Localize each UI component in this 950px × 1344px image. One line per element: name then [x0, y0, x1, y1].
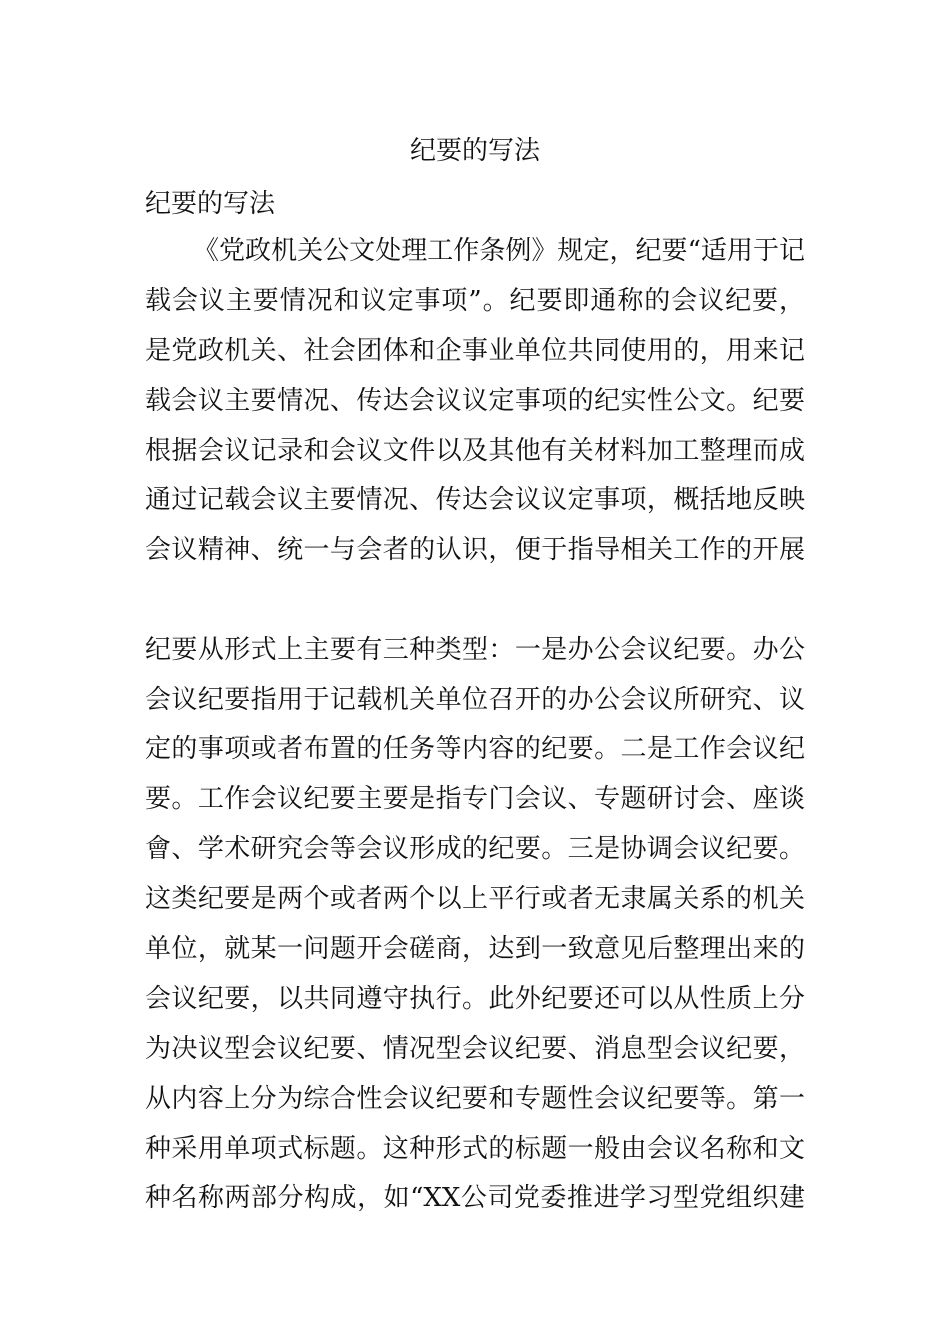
paragraph-1-line-1: 《党政机关公文处理工作条例》规定，纪要“适用于记	[193, 236, 805, 266]
paragraph-2-line-2: 会议纪要指用于记载机关单位召开的办公会议所研究、议	[145, 685, 805, 715]
paragraph-2-line-9: 为决议型会议纪要、情况型会议纪要、消息型会议纪要，	[145, 1034, 805, 1064]
paragraph-2-line-8: 会议纪要，以共同遵守执行。此外纪要还可以从性质上分	[145, 984, 805, 1014]
paragraph-2-line-4: 要。工作会议纪要主要是指专门会议、专题研讨会、座谈	[145, 784, 805, 814]
document-title: 纪要的写法	[409, 136, 540, 166]
paragraph-2-line-10: 从内容上分为综合性会议纪要和专题性会议纪要等。第一	[145, 1084, 805, 1114]
paragraph-2-line-7: 单位，就某一问题开会磋商，达到一致意见后整理出来的	[145, 934, 805, 964]
section-heading: 纪要的写法	[145, 189, 276, 219]
paragraph-2-line-6: 这类纪要是两个或者两个以上平行或者无隶属关系的机关	[145, 884, 805, 914]
paragraph-2-line-5: 會、学术研究会等会议形成的纪要。三是协调会议纪要。	[145, 834, 805, 864]
paragraph-2-line-1: 纪要从形式上主要有三种类型：一是办公会议纪要。办公	[145, 635, 805, 665]
paragraph-2-line-12: 种名称两部分构成，如“XX公司党委推进学习型党组织建	[145, 1183, 805, 1213]
paragraph-1-line-5: 根据会议记录和会议文件以及其他有关材料加工整理而成	[145, 436, 805, 466]
paragraph-2-line-11: 种采用单项式标题。这种形式的标题一般由会议名称和文	[145, 1134, 805, 1164]
paragraph-1-line-6: 通过记载会议主要情况、传达会议议定事项，概括地反映	[145, 485, 805, 515]
paragraph-1-line-3: 是党政机关、社会团体和企事业单位共同使用的，用来记	[145, 336, 805, 366]
paragraph-1-line-7: 会议精神、统一与会者的认识，便于指导相关工作的开展	[145, 535, 805, 565]
paragraph-1-line-2: 载会议主要情况和议定事项”。纪要即通称的会议纪要，	[145, 286, 805, 316]
paragraph-1-line-4: 载会议主要情况、传达会议议定事项的纪实性公文。纪要	[145, 386, 805, 416]
paragraph-2-line-3: 定的事项或者布置的任务等内容的纪要。二是工作会议纪	[145, 734, 805, 764]
